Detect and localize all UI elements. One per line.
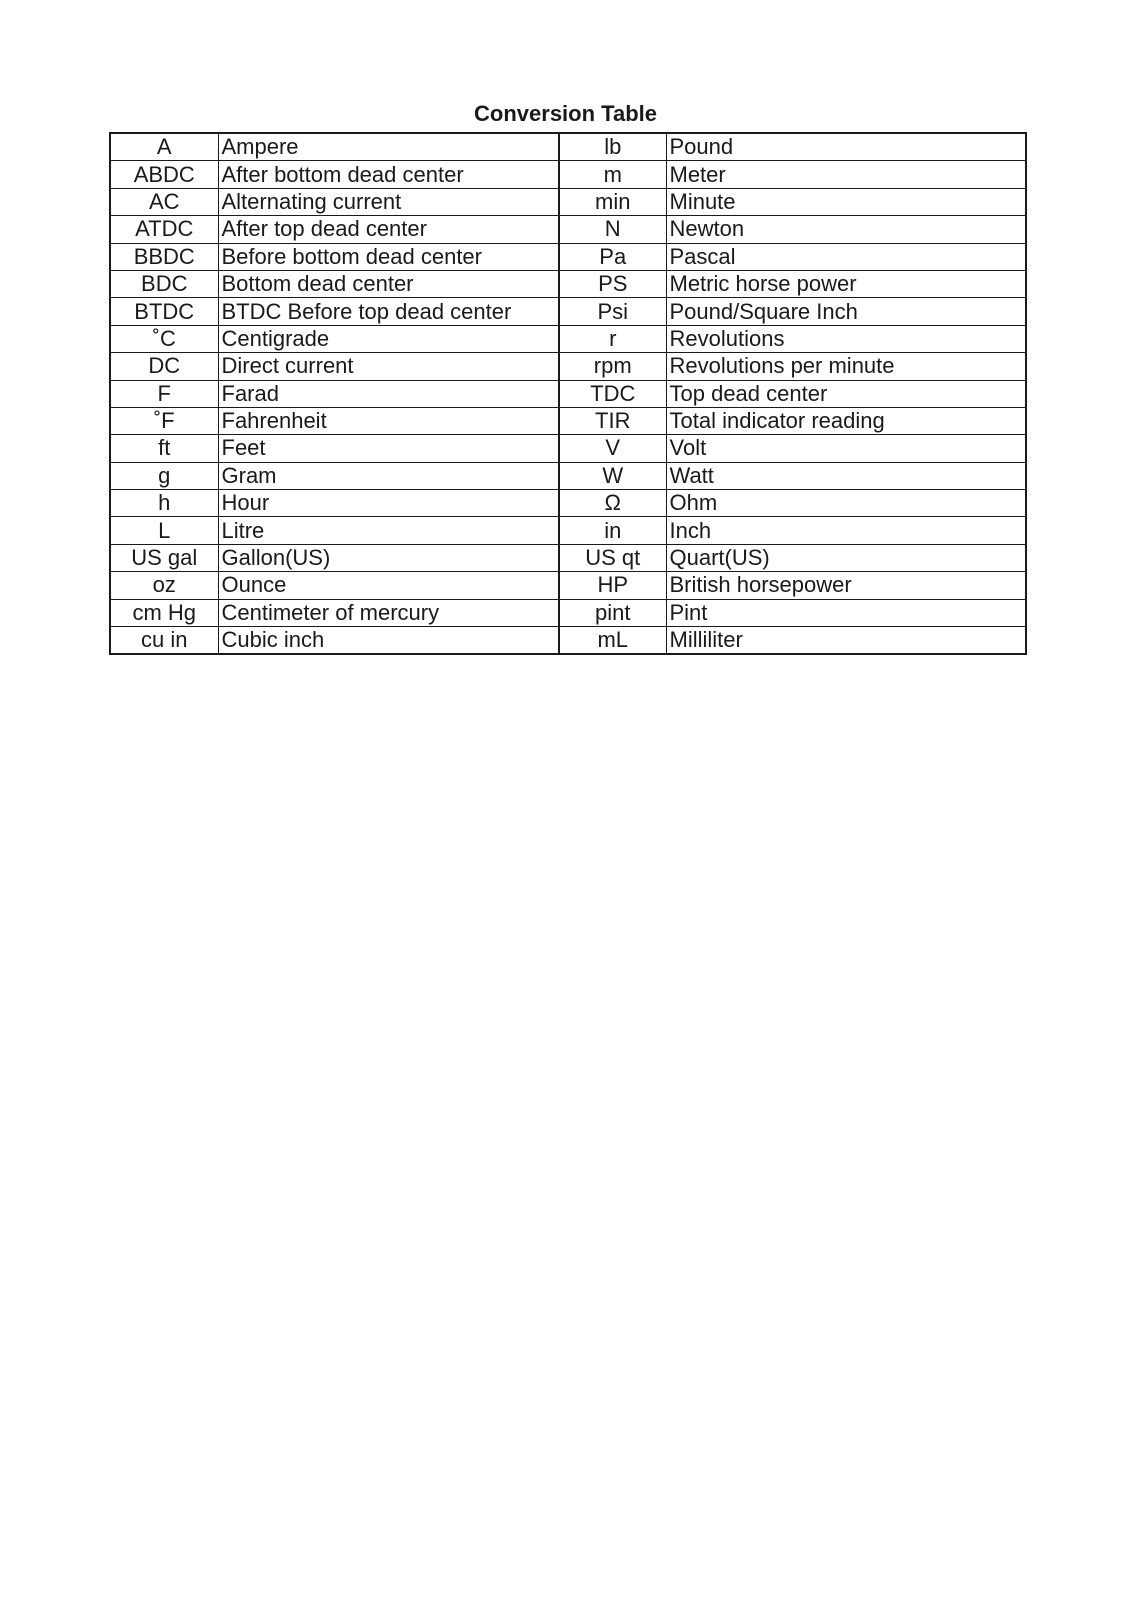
left-description: Direct current [218, 353, 559, 380]
table-row [110, 298, 1026, 325]
right-description: Watt [666, 462, 1026, 489]
right-description: Pound/Square Inch [666, 298, 1026, 325]
table-row [110, 380, 1026, 407]
left-abbreviation: DC [110, 353, 218, 380]
right-abbreviation: W [559, 462, 666, 489]
left-description: Fahrenheit [218, 407, 559, 434]
right-description: Revolutions [666, 325, 1026, 352]
table-row [110, 270, 1026, 297]
table-row [110, 572, 1026, 599]
table-row [110, 490, 1026, 517]
table-row [110, 243, 1026, 270]
page-title: Conversion Table [474, 101, 657, 126]
right-description: Total indicator reading [666, 407, 1026, 434]
right-abbreviation: Psi [559, 298, 666, 325]
left-abbreviation: US gal [110, 544, 218, 571]
left-description: Gram [218, 462, 559, 489]
left-abbreviation: ft [110, 435, 218, 462]
right-abbreviation: TDC [559, 380, 666, 407]
left-description: After bottom dead center [218, 161, 559, 188]
right-description: Top dead center [666, 380, 1026, 407]
right-description: Revolutions per minute [666, 353, 1026, 380]
right-description: Volt [666, 435, 1026, 462]
table-row [110, 517, 1026, 544]
right-description: Ohm [666, 490, 1026, 517]
left-abbreviation: g [110, 462, 218, 489]
left-description: Centimeter of mercury [218, 599, 559, 626]
right-description: Pint [666, 599, 1026, 626]
left-description: Alternating current [218, 188, 559, 215]
left-description: Hour [218, 490, 559, 517]
left-description: Ounce [218, 572, 559, 599]
table-row [110, 325, 1026, 352]
left-abbreviation: ˚C [110, 325, 218, 352]
left-abbreviation: BDC [110, 270, 218, 297]
left-abbreviation: BTDC [110, 298, 218, 325]
left-abbreviation: F [110, 380, 218, 407]
left-abbreviation: ATDC [110, 216, 218, 243]
right-description: Newton [666, 216, 1026, 243]
right-abbreviation: pint [559, 599, 666, 626]
right-abbreviation: US qt [559, 544, 666, 571]
right-abbreviation: mL [559, 627, 666, 655]
left-abbreviation: oz [110, 572, 218, 599]
right-description: Inch [666, 517, 1026, 544]
table-row [110, 161, 1026, 188]
left-abbreviation: ˚F [110, 407, 218, 434]
right-abbreviation: r [559, 325, 666, 352]
table-row [110, 133, 1026, 161]
right-abbreviation: m [559, 161, 666, 188]
right-abbreviation: in [559, 517, 666, 544]
right-description: Pascal [666, 243, 1026, 270]
right-abbreviation: TIR [559, 407, 666, 434]
left-description: BTDC Before top dead center [218, 298, 559, 325]
right-abbreviation: PS [559, 270, 666, 297]
table-row [110, 462, 1026, 489]
right-description: Meter [666, 161, 1026, 188]
left-abbreviation: ABDC [110, 161, 218, 188]
right-abbreviation: V [559, 435, 666, 462]
right-description: Pound [666, 133, 1026, 161]
left-abbreviation: cm Hg [110, 599, 218, 626]
right-description: Quart(US) [666, 544, 1026, 571]
right-description: Milliliter [666, 627, 1026, 655]
conversion-table [109, 132, 1027, 655]
left-description: Bottom dead center [218, 270, 559, 297]
right-abbreviation: Ω [559, 490, 666, 517]
left-description: Gallon(US) [218, 544, 559, 571]
right-abbreviation: N [559, 216, 666, 243]
table-row [110, 627, 1026, 655]
left-abbreviation: h [110, 490, 218, 517]
right-description: Metric horse power [666, 270, 1026, 297]
right-abbreviation: lb [559, 133, 666, 161]
table-row [110, 188, 1026, 215]
right-abbreviation: Pa [559, 243, 666, 270]
right-description: British horsepower [666, 572, 1026, 599]
left-description: Feet [218, 435, 559, 462]
left-description: Ampere [218, 133, 559, 161]
right-description: Minute [666, 188, 1026, 215]
table-row [110, 353, 1026, 380]
table-row [110, 216, 1026, 243]
left-abbreviation: L [110, 517, 218, 544]
right-abbreviation: min [559, 188, 666, 215]
left-description: Cubic inch [218, 627, 559, 655]
left-abbreviation: AC [110, 188, 218, 215]
table-row [110, 599, 1026, 626]
left-abbreviation: BBDC [110, 243, 218, 270]
table-row [110, 544, 1026, 571]
table-row [110, 435, 1026, 462]
left-description: Farad [218, 380, 559, 407]
left-description: Litre [218, 517, 559, 544]
left-abbreviation: cu in [110, 627, 218, 655]
left-description: After top dead center [218, 216, 559, 243]
left-description: Centigrade [218, 325, 559, 352]
left-description: Before bottom dead center [218, 243, 559, 270]
right-abbreviation: rpm [559, 353, 666, 380]
right-abbreviation: HP [559, 572, 666, 599]
table-row [110, 407, 1026, 434]
conversion-table-body [110, 133, 1026, 654]
left-abbreviation: A [110, 133, 218, 161]
